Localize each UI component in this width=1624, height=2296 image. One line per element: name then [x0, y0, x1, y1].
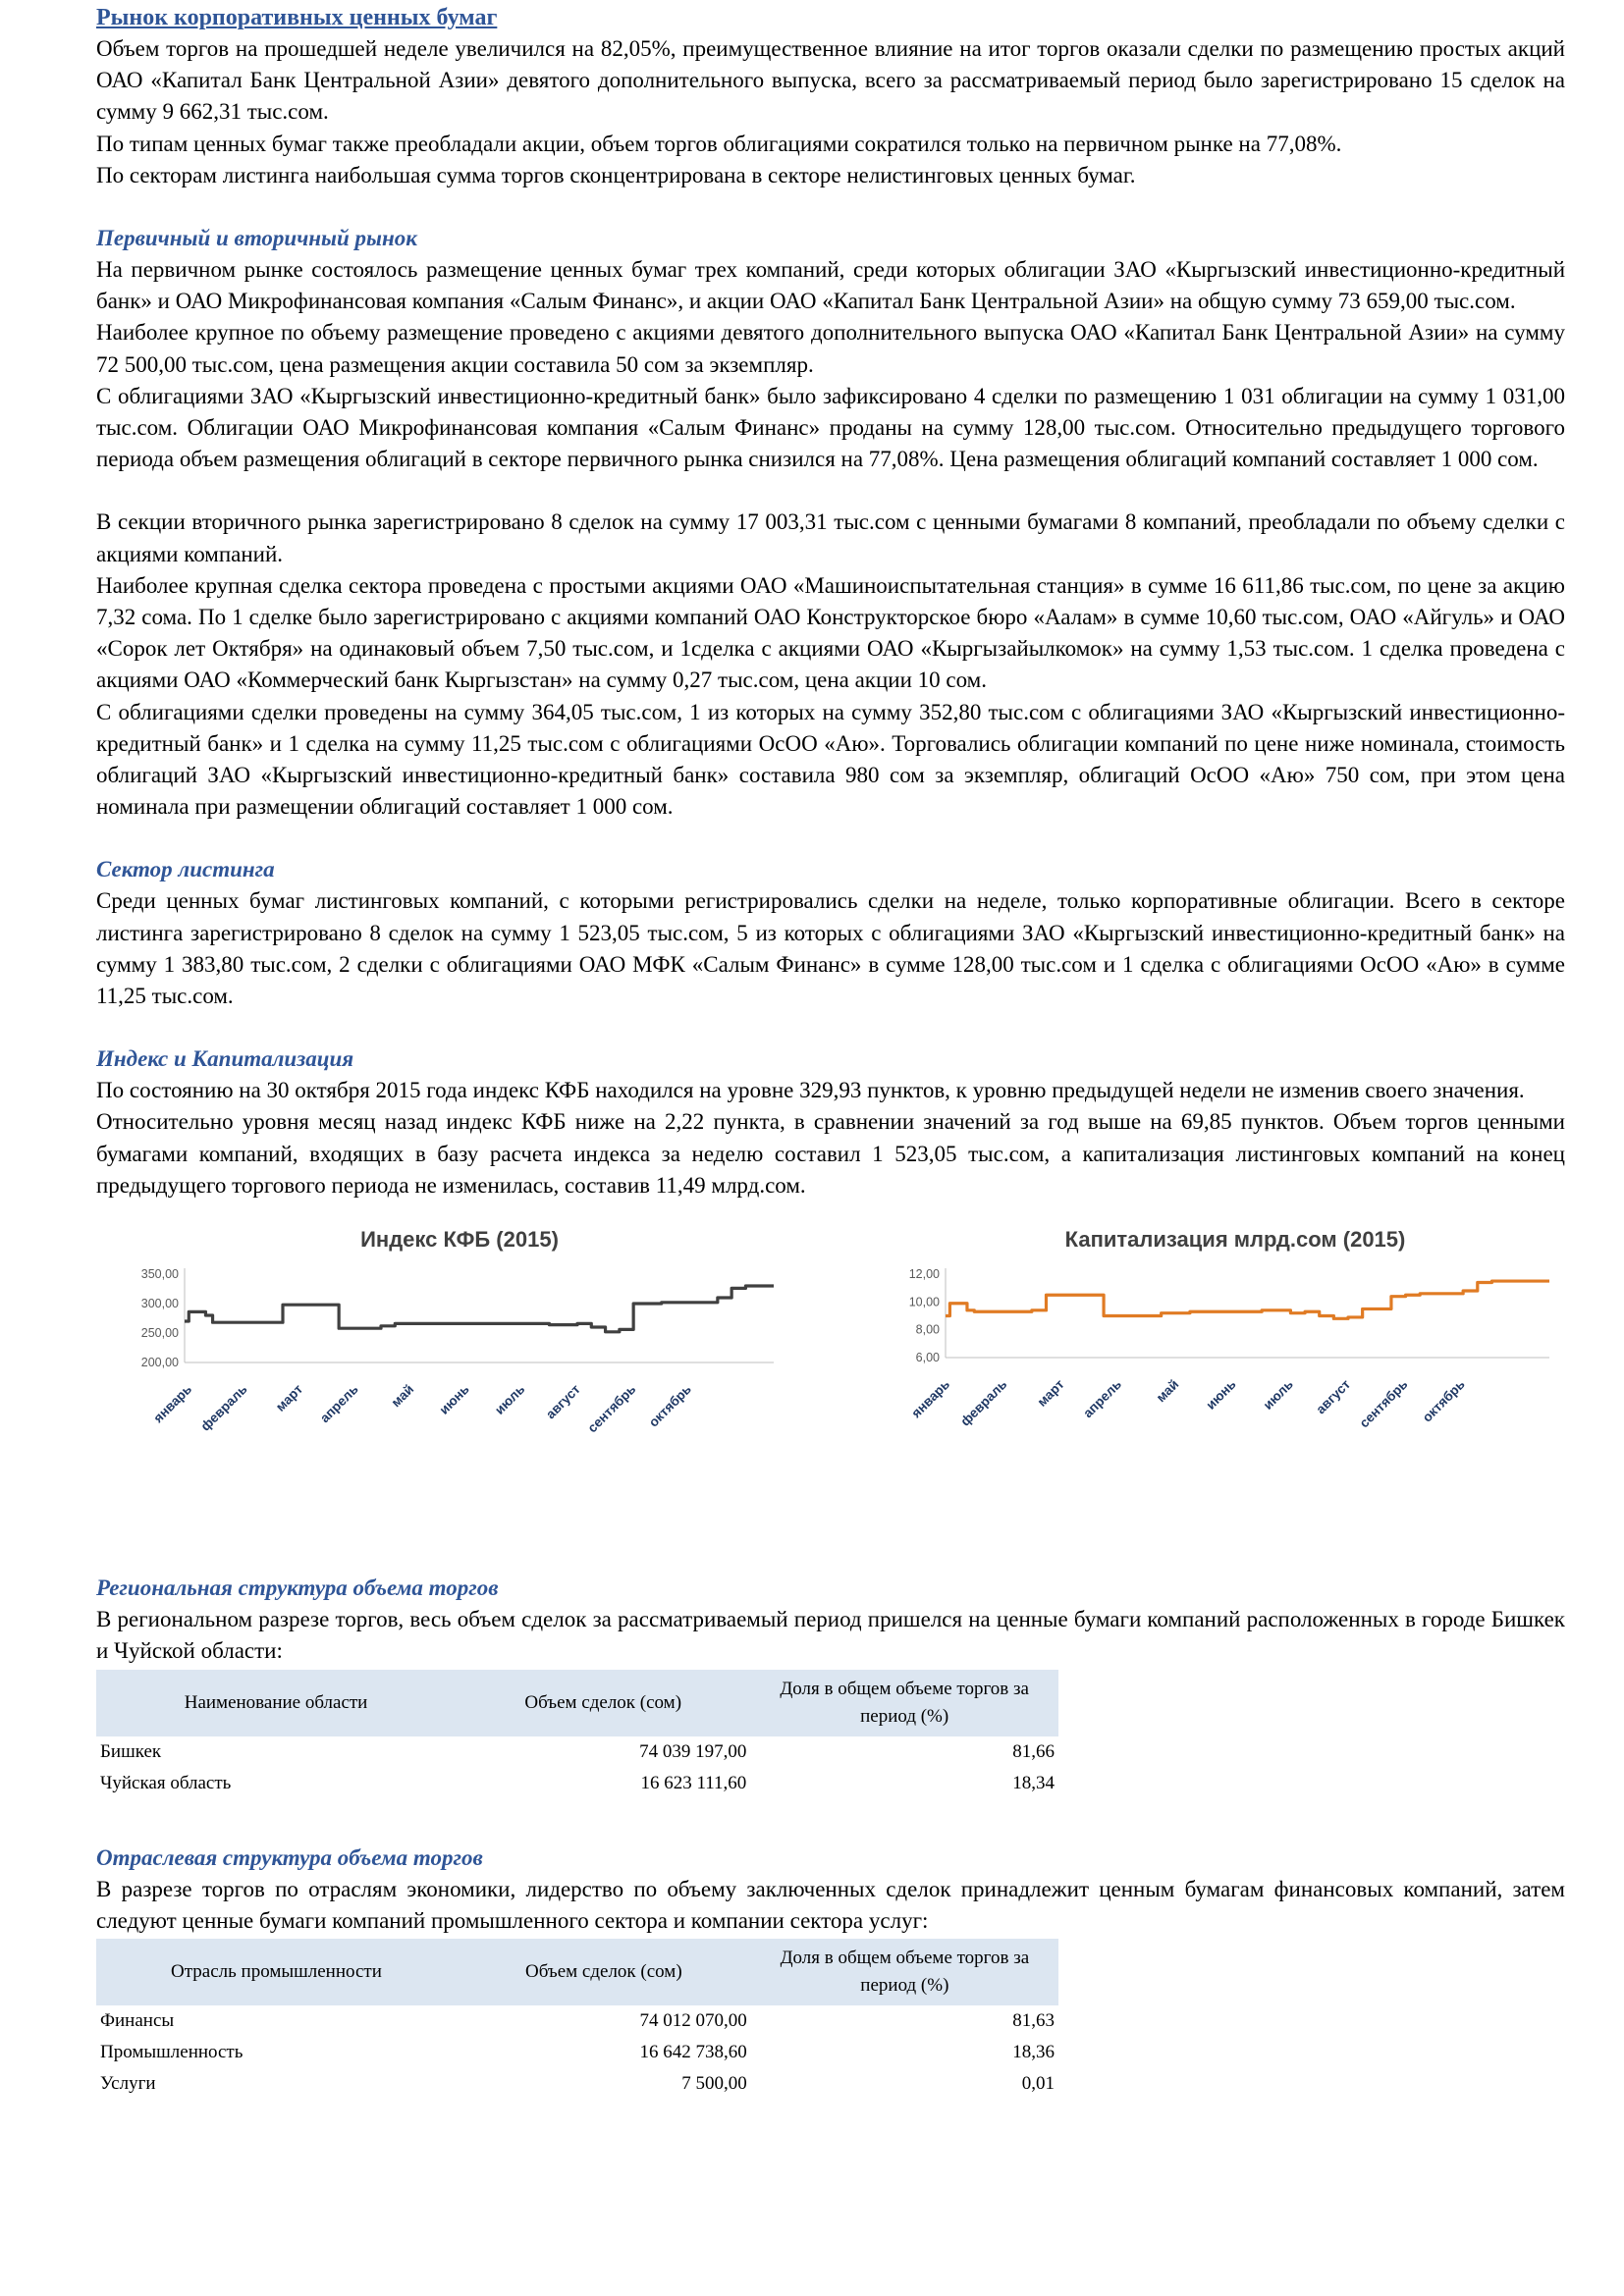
- table-cell: 74 012 070,00: [639, 2009, 747, 2031]
- table-cell: 7 500,00: [681, 2072, 747, 2094]
- section-title: Первичный и вторичный рынок: [96, 226, 417, 251]
- y-tick-label: 300,00: [140, 1297, 179, 1311]
- table-row: [96, 2005, 1058, 2037]
- y-tick-label: 12,00: [908, 1267, 940, 1282]
- sectoral-table: [96, 1939, 1058, 2100]
- table-cell: Финансы: [100, 2009, 175, 2031]
- chart-capitalization: [852, 1225, 1559, 1539]
- paragraph: По состоянию на 30 октября 2015 года индекс КФБ находился на уровне 329,93 пунктов, к уровню предыдущей недели не изменив своего значения.: [96, 1078, 1525, 1103]
- paragraph: Относительно уровня месяц назад индекс КФБ ниже на 2,22 пункта, в сравнении значений за год выше на 69,85 пунктов. Объем торгов ценными бумагами компаний, входящих в базу расчета индекса за неделю составил 1 523,05 тыс.сом, а капитализация листинговых компаний на конец предыдущего торгового периода не изменилась, составив 11,49 млрд.сом.: [96, 1109, 1565, 1198]
- column-header: Доля в общем объеме торгов за период (%): [751, 1939, 1058, 2005]
- y-tick-label: 250,00: [140, 1326, 179, 1341]
- x-tick-label: сентябрь: [1356, 1376, 1411, 1431]
- x-tick-label: июль: [491, 1381, 528, 1417]
- x-tick-label: январь: [908, 1376, 953, 1421]
- paragraph: Наиболее крупное по объему размещение проведено с акциями девятого дополнительного выпуска ОАО «Капитал Банк Центральной Азии» на сумму 72 500,00 тыс.сом, цена размещения акции составила 50 сом за экземпляр.: [96, 320, 1565, 377]
- regional-table: [96, 1670, 1058, 1799]
- x-tick-label: август: [1313, 1376, 1354, 1417]
- section-primary-secondary-market: [96, 223, 1565, 823]
- section-title: Рынок корпоративных ценных бумаг: [96, 5, 498, 30]
- x-tick-label: октябрь: [1419, 1376, 1468, 1425]
- y-tick-label: 10,00: [908, 1295, 940, 1309]
- section-sectoral-structure: [96, 1842, 1565, 2100]
- table-cell: 18,34: [1012, 1772, 1055, 1793]
- paragraph: В разрезе торгов по отраслям экономики, лидерство по объему заключенных сделок принадлежит ценным бумагам финансовых компаний, затем следуют ценные бумаги компаний промышленного сектора и компании сектора услуг:: [96, 1876, 1565, 1933]
- paragraph: В региональном разрезе торгов, весь объем сделок за рассматриваемый период пришелся на ценные бумаги компаний расположенных в городе Бишкек и Чуйской области:: [96, 1607, 1565, 1664]
- paragraph: С облигациями сделки проведены на сумму 364,05 тыс.сом, 1 из которых на сумму 352,80 тыс.сом с облигациями ЗАО «Кыргызский инвестиционно-кредитный банк» и 1 сделка на сумму 11,25 тыс.сом с облигациями ОсОО «Аю». Торговались облигации компаний по цене ниже номинала, стоимость облигаций ЗАО «Кыргызский инвестиционно-кредитный банк» составила 980 сом за экземпляр, облигаций ОсОО «Аю» 750 сом, при этом цена номинала при размещении облигаций составляет 1 000 сом.: [96, 699, 1565, 820]
- series-line: [185, 1286, 774, 1332]
- table-row: [96, 1736, 1058, 1768]
- table-header-row: [96, 1670, 1058, 1736]
- x-tick-label: март: [1034, 1376, 1067, 1410]
- section-title: Индекс и Капитализация: [96, 1046, 354, 1072]
- table-cell: 81,63: [1012, 2009, 1055, 2031]
- section-regional-structure: [96, 1573, 1565, 1798]
- section-title: Региональная структура объема торгов: [96, 1575, 499, 1601]
- paragraph: Объем торгов на прошедшей неделе увеличился на 82,05%, преимущественное влияние на итог торгов оказали сделки по размещению простых акций ОАО «Капитал Банк Центральной Азии» девятого дополнительного выпуска, всего за рассматриваемый период было зарегистрировано 15 сделок на сумму 9 662,31 тыс.сом.: [96, 36, 1565, 125]
- x-tick-label: апрель: [1080, 1376, 1125, 1421]
- x-tick-label: октябрь: [645, 1381, 694, 1430]
- table-cell: 16 623 111,60: [640, 1772, 747, 1793]
- chart-title: Капитализация млрд.сом (2015): [1064, 1227, 1406, 1253]
- table-cell: Услуги: [100, 2072, 156, 2094]
- paragraph: По типам ценных бумаг также преобладали акции, объем торгов облигациями сократился только на первичном рынке на 77,08%.: [96, 131, 1342, 156]
- table-row: [96, 2037, 1058, 2068]
- x-tick-label: март: [272, 1381, 306, 1415]
- column-header: Объем сделок (сом): [457, 1939, 751, 2005]
- table-cell: Промышленность: [100, 2041, 244, 2062]
- paragraph: В секции вторичного рынка зарегистрировано 8 сделок на сумму 17 003,31 тыс.сом с ценными бумагами 8 компаний, преобладали по объему сделки с акциями компаний.: [96, 509, 1565, 566]
- paragraph: По секторам листинга наибольшая сумма торгов сконцентрирована в секторе нелистинговых ценных бумаг.: [96, 162, 1136, 187]
- x-tick-label: июнь: [1203, 1376, 1239, 1413]
- y-tick-label: 350,00: [140, 1267, 179, 1282]
- section-listing: [96, 854, 1565, 1012]
- x-tick-label: июнь: [436, 1381, 472, 1417]
- paragraph: На первичном рынке состоялось размещение ценных бумаг трех компаний, среди которых облигации ЗАО «Кыргызский инвестиционно-кредитный банк» и ОАО Микрофинансовая компания «Салым Финанс», и акции ОАО «Капитал Банк Центральной Азии» на общую сумму 73 659,00 тыс.сом.: [96, 257, 1565, 314]
- x-tick-label: май: [388, 1381, 417, 1411]
- x-tick-label: февраль: [197, 1381, 250, 1434]
- table-cell: Бишкек: [100, 1740, 162, 1762]
- table-row: [96, 1768, 1058, 1799]
- x-tick-label: июль: [1260, 1376, 1296, 1413]
- y-tick-label: 8,00: [915, 1322, 940, 1337]
- paragraph: Наиболее крупная сделка сектора проведена с простыми акциями ОАО «Машиноиспытательная станция» в сумме 16 611,86 тыс.сом, по цене за акцию 7,32 сома. По 1 сделке было зарегистрировано с акциями компаний ОАО Конструкторское бюро «Аалам» в сумме 10,60 тыс.сом, ОАО «Айгуль» и ОАО «Сорок лет Октября» на одинаковый объем 7,50 тыс.сом, и 1сделка с акциями ОАО «Кыргызайылкомок» на сумму 1,53 тыс.сом. 1 сделка проведена с акциями ОАО «Коммерческий банк Кыргызстан» на сумму 0,27 тыс.сом, цена акции 10 сом.: [96, 572, 1565, 693]
- table-header-row: [96, 1939, 1058, 2005]
- x-tick-label: сентябрь: [584, 1381, 639, 1436]
- paragraph: С облигациями ЗАО «Кыргызский инвестиционно-кредитный банк» было зафиксировано 4 сделки по размещению 1 031 облигации на сумму 1 031,00 тыс.сом. Облигации ОАО Микрофинансовая компания «Салым Финанс» проданы на сумму 128,00 тыс.сом. Относительно предыдущего торгового периода объем размещения облигаций в секторе первичного рынка снизился на 77,08%. Цена размещения облигаций компаний составляет 1 000 сом.: [96, 383, 1565, 472]
- table-cell: 18,36: [1012, 2041, 1055, 2062]
- column-header: Объем сделок (сом): [456, 1670, 750, 1736]
- table-cell: 16 642 738,60: [639, 2041, 747, 2062]
- table-cell: 74 039 197,00: [639, 1740, 747, 1762]
- x-tick-label: август: [543, 1381, 583, 1422]
- document-page: [96, 0, 1565, 2100]
- x-tick-label: январь: [150, 1381, 195, 1426]
- charts-row: [96, 1225, 1565, 1549]
- y-tick-label: 6,00: [915, 1351, 940, 1365]
- section-index-capitalization: [96, 1043, 1565, 1201]
- chart-title: Индекс КФБ (2015): [360, 1227, 559, 1253]
- x-tick-label: апрель: [316, 1381, 361, 1426]
- chart-kse-index: [96, 1225, 784, 1539]
- section-title: Отраслевая структура объема торгов: [96, 1844, 483, 1870]
- y-tick-label: 200,00: [140, 1356, 179, 1370]
- section-title: Сектор листинга: [96, 857, 275, 882]
- paragraph: Среди ценных бумаг листинговых компаний, с которыми регистрировались сделки на неделе, только корпоративные облигации. Всего в секторе листинга зарегистрировано 8 сделок на сумму 1 523,05 тыс.сом, 5 из которых с облигациями ЗАО «Кыргызский инвестиционно-кредитный банк» на сумму 1 383,80 тыс.сом, 2 сделки с облигациями ОАО МФК «Салым Финанс» в сумме 128,00 тыс.сом и 1 сделка с облигациями ОсОО «Аю» в сумме 11,25 тыс.сом.: [96, 888, 1565, 1009]
- table-cell: 0,01: [1021, 2072, 1055, 2094]
- table-row: [96, 2068, 1058, 2100]
- table-cell: 81,66: [1012, 1740, 1055, 1762]
- table-cell: Чуйская область: [100, 1772, 232, 1793]
- chart-kse-index-svg: [96, 1225, 784, 1539]
- column-header: Наименование области: [96, 1670, 456, 1736]
- column-header: Отрасль промышленности: [96, 1939, 457, 2005]
- column-header: Доля в общем объеме торгов за период (%): [750, 1670, 1058, 1736]
- chart-capitalization-svg: [852, 1225, 1559, 1539]
- series-line: [946, 1281, 1549, 1318]
- x-tick-label: май: [1153, 1376, 1182, 1406]
- section-corporate-securities: [96, 2, 1565, 191]
- x-tick-label: февраль: [957, 1376, 1010, 1429]
